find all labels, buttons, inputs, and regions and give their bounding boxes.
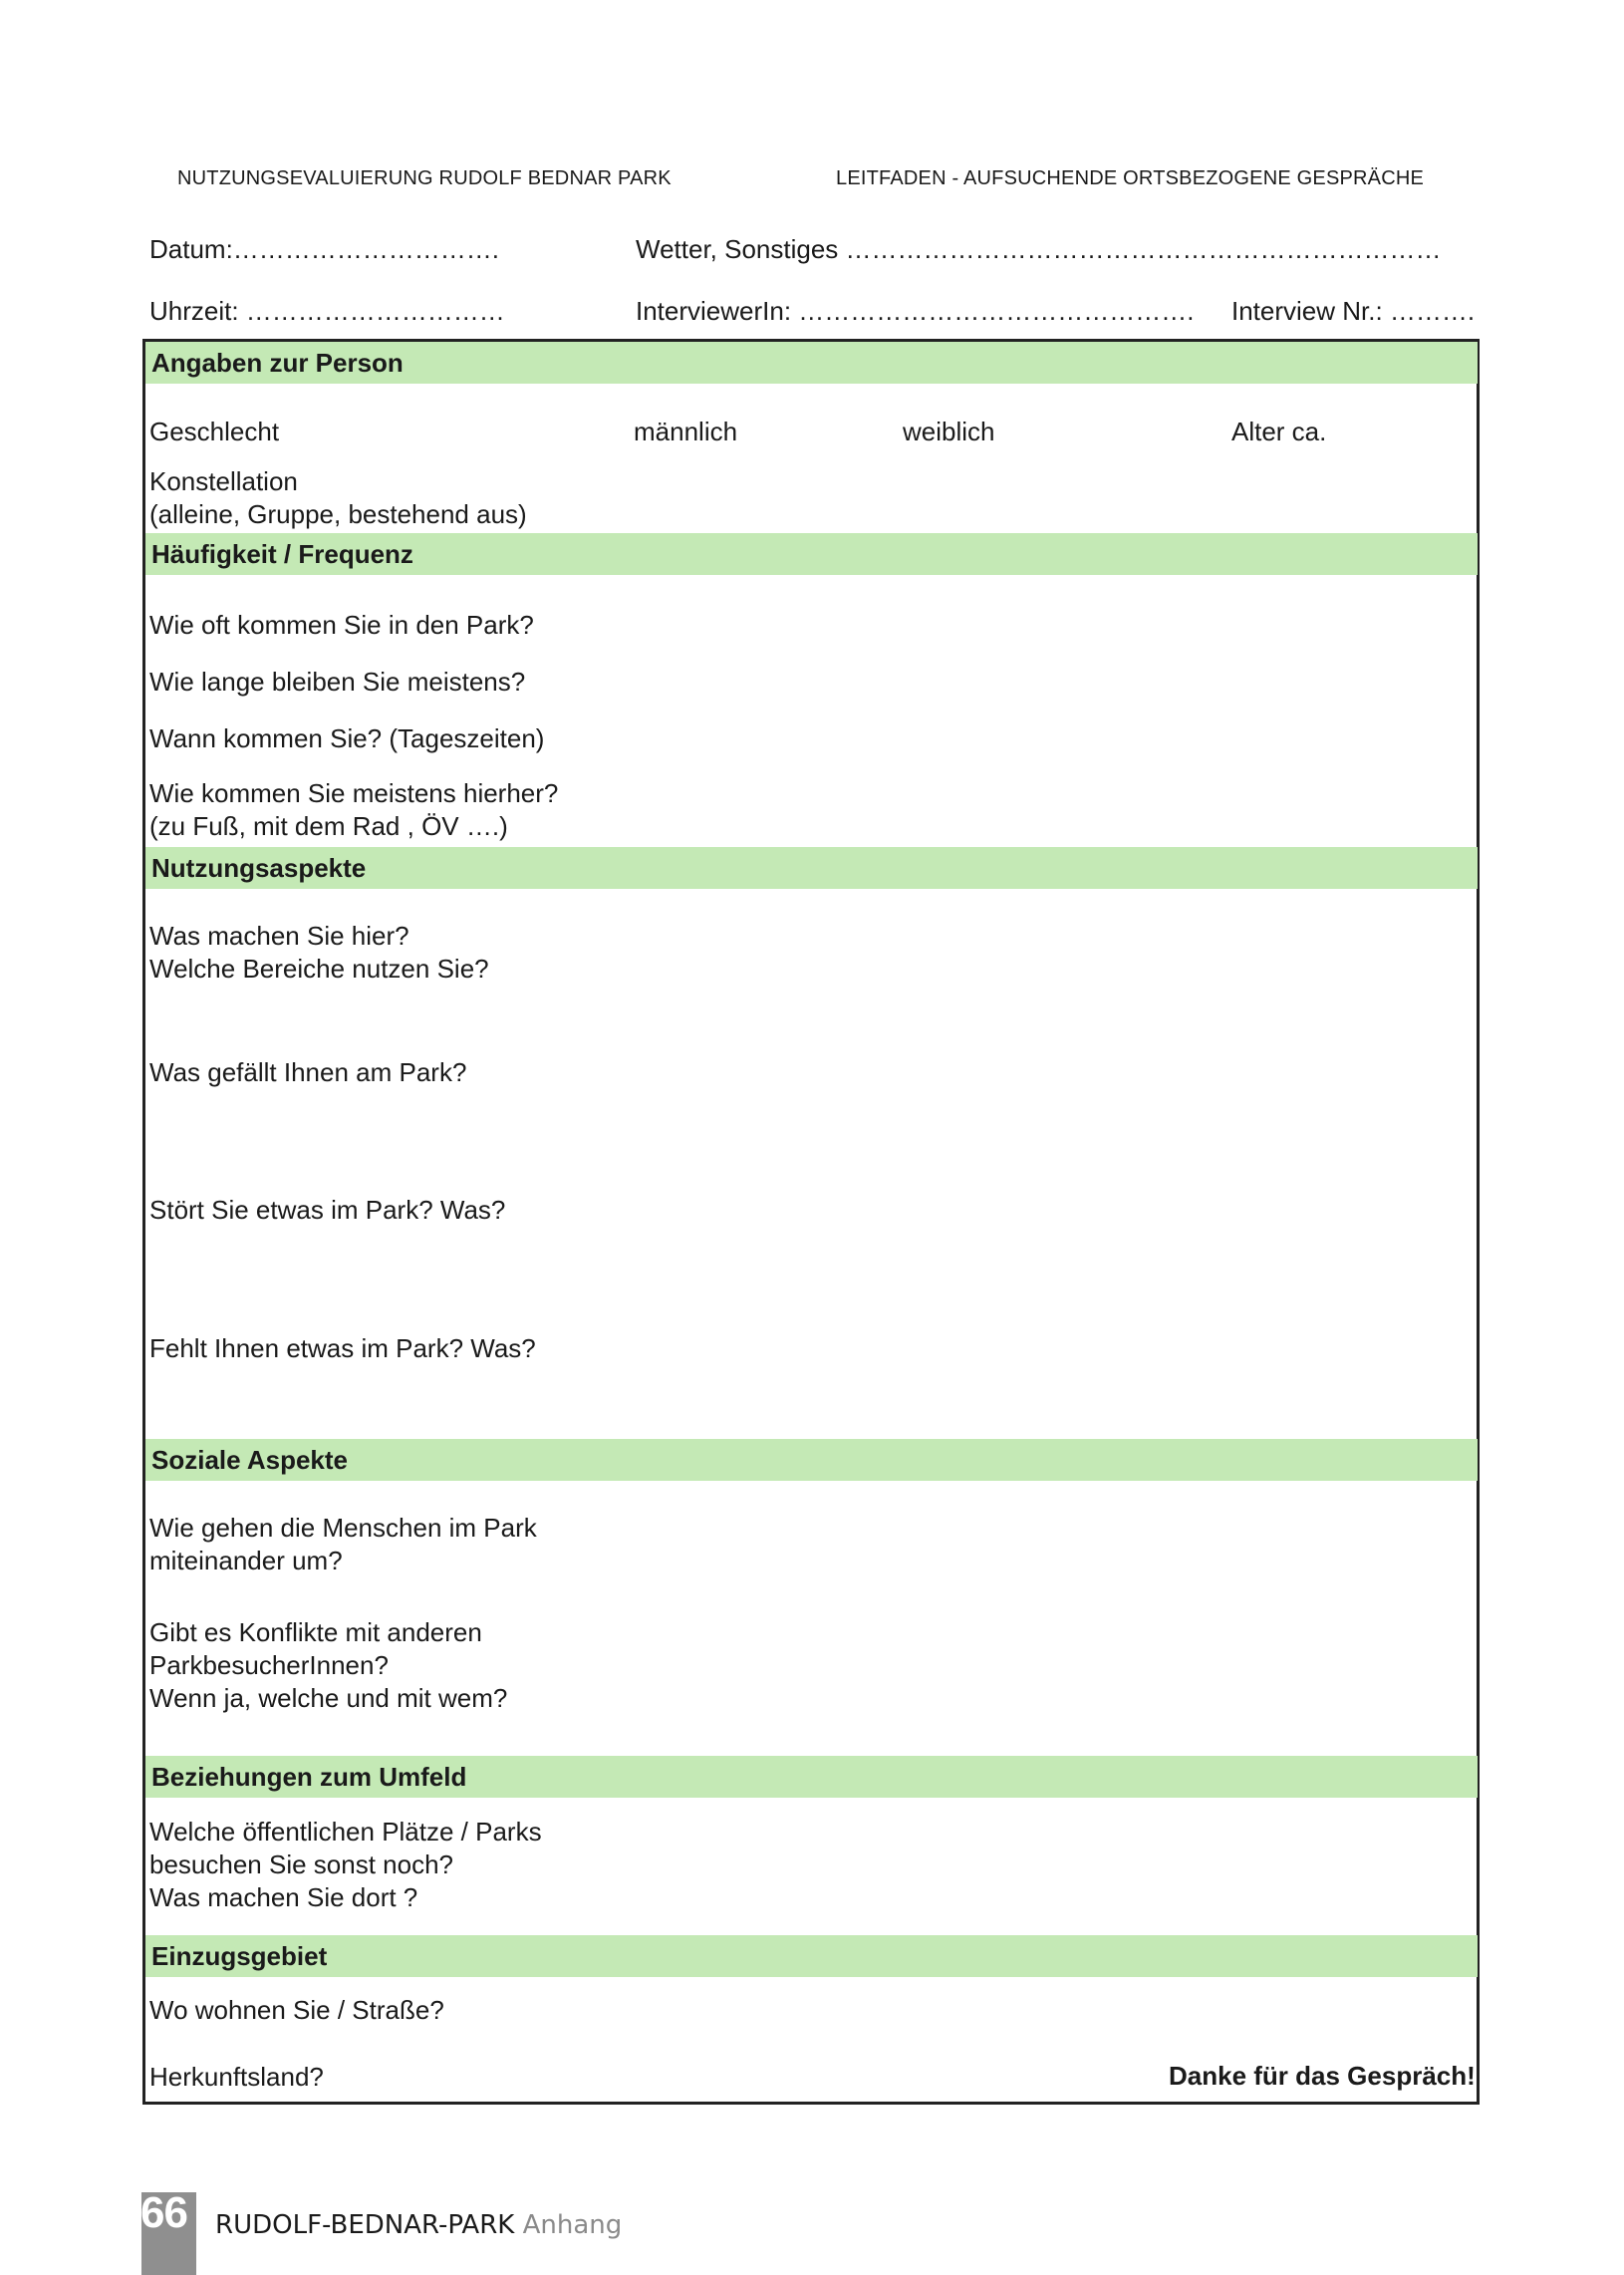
thanks-note: Danke für das Gespräch! [1169, 2061, 1476, 2091]
document-header-left: NUTZUNGSEVALUIERUNG RUDOLF BEDNAR PARK [177, 167, 672, 189]
question: Wo wohnen Sie / Straße? [149, 1995, 444, 2025]
section-header-umfeld [145, 1756, 1478, 1798]
question: Wann kommen Sie? (Tageszeiten) [149, 723, 545, 753]
interview-nr-field: Interview Nr.: ………. [1231, 296, 1476, 326]
question: Was gefällt Ihnen am Park? [149, 1057, 467, 1087]
section-header-einzug [145, 1935, 1478, 1977]
question: Gibt es Konflikte mit anderen ParkbesucherInnen? Wenn ja, welche und mit wem? [149, 1617, 508, 1713]
uhrzeit-field: Uhrzeit: ………………………… [149, 296, 505, 326]
alter-label: Alter ca. [1231, 417, 1327, 446]
wetter-field: Wetter, Sonstiges …………………………………………………………… [636, 234, 1442, 264]
question: Wie oft kommen Sie in den Park? [149, 610, 534, 640]
geschlecht-label: Geschlecht [149, 417, 280, 446]
section-title: Soziale Aspekte [151, 1445, 349, 1475]
question: Wie lange bleiben Sie meistens? [149, 667, 526, 697]
section-title: Häufigkeit / Frequenz [151, 539, 413, 569]
section-title: Einzugsgebiet [151, 1941, 328, 1971]
question: Welche öffentlichen Plätze / Parks besuchen Sie sonst noch? Was machen Sie dort ? [149, 1817, 542, 1912]
footer-subtitle: Anhang [522, 2210, 623, 2240]
question: Wie kommen Sie meistens hierher? (zu Fuß, mit dem Rad , ÖV ….) [149, 778, 559, 841]
question: Fehlt Ihnen etwas im Park? Was? [149, 1333, 536, 1363]
weiblich-option: weiblich [903, 417, 995, 446]
document-header-right: LEITFADEN - AUFSUCHENDE ORTSBEZOGENE GESPRÄCHE [836, 167, 1425, 189]
section-header-person [145, 342, 1478, 384]
section-title: Beziehungen zum Umfeld [151, 1762, 467, 1792]
question: Stört Sie etwas im Park? Was? [149, 1195, 506, 1225]
question: Was machen Sie hier? Welche Bereiche nutzen Sie? [149, 921, 489, 984]
maennlich-option: männlich [634, 417, 738, 446]
datum-field: Datum:…………………………. [149, 234, 500, 264]
question: Herkunftsland? [149, 2062, 324, 2092]
section-title: Nutzungsaspekte [151, 853, 367, 883]
section-header-sozial [145, 1439, 1478, 1481]
section-header-frequenz [145, 533, 1478, 575]
section-header-nutzung [145, 847, 1478, 889]
konstellation-label: Konstellation (alleine, Gruppe, bestehend aus) [149, 466, 527, 529]
section-title: Angaben zur Person [151, 348, 404, 378]
interviewer-field: InterviewerIn: ………………………………………. [636, 296, 1195, 326]
page-number: 66 [140, 2188, 187, 2237]
footer-title: RUDOLF-BEDNAR-PARK Anhang [215, 2210, 623, 2240]
question: Wie gehen die Menschen im Park miteinander um? [149, 1513, 537, 1575]
